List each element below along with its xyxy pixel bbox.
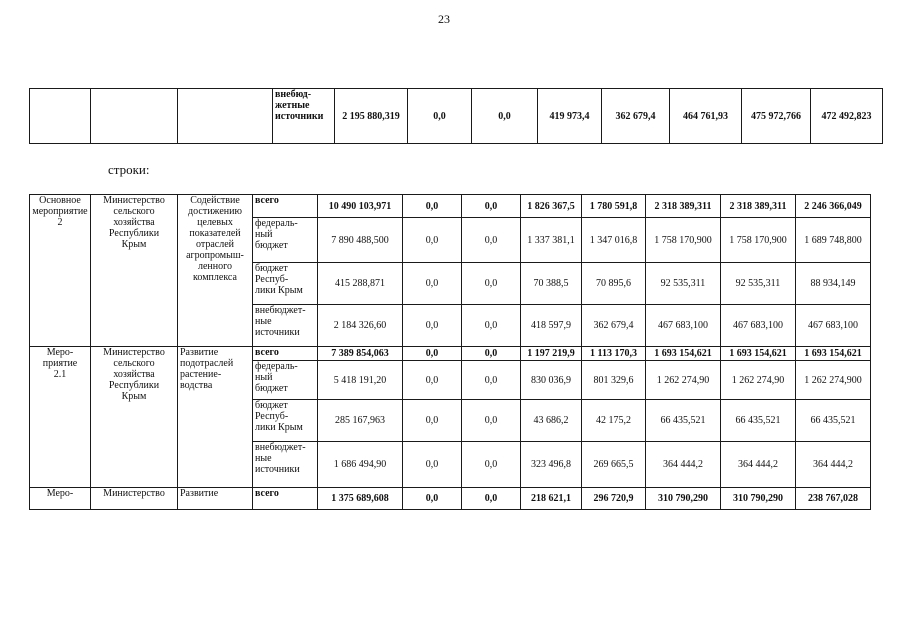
value-cell: 475 972,766 <box>742 89 811 144</box>
value-cell: 66 435,521 <box>721 400 796 442</box>
description-cell: Развитие подотраслей растение- водства <box>178 347 253 488</box>
measure-name-cell: Меро- <box>30 488 91 510</box>
value-cell: 467 683,100 <box>796 305 871 347</box>
value-cell: 0,0 <box>403 442 462 488</box>
value-cell: 1 693 154,621 <box>646 347 721 361</box>
value-cell: 364 444,2 <box>721 442 796 488</box>
value-cell: 269 665,5 <box>582 442 646 488</box>
source-cell: федераль- ный бюджет <box>253 361 318 400</box>
value-cell: 1 826 367,5 <box>521 195 582 218</box>
value-cell: 0,0 <box>403 218 462 263</box>
measure-name-cell: Меро- приятие 2.1 <box>30 347 91 488</box>
value-cell: 364 444,2 <box>646 442 721 488</box>
value-cell: 10 490 103,971 <box>318 195 403 218</box>
value-cell: 7 890 488,500 <box>318 218 403 263</box>
value-cell: 70 388,5 <box>521 263 582 305</box>
value-cell: 0,0 <box>403 400 462 442</box>
table-cell <box>91 89 178 144</box>
table-row <box>30 89 883 144</box>
value-cell: 66 435,521 <box>796 400 871 442</box>
page-number: 23 <box>438 12 450 26</box>
table-row <box>30 488 871 510</box>
value-cell: 1 262 274,90 <box>721 361 796 400</box>
value-cell: 830 036,9 <box>521 361 582 400</box>
value-cell: 238 767,028 <box>796 488 871 510</box>
value-cell: 0,0 <box>403 361 462 400</box>
value-cell: 2 318 389,311 <box>721 195 796 218</box>
value-cell: 1 197 219,9 <box>521 347 582 361</box>
source-cell: бюджет Респуб- лики Крым <box>253 400 318 442</box>
value-cell: 1 689 748,800 <box>796 218 871 263</box>
value-cell: 1 347 016,8 <box>582 218 646 263</box>
executor-cell: Министерство сельского хозяйства Республики Крым <box>91 347 178 488</box>
value-cell: 464 761,93 <box>670 89 742 144</box>
source-cell: всего <box>253 488 318 510</box>
source-cell: внебюд- жетные источники <box>273 89 335 144</box>
value-cell: 1 337 381,1 <box>521 218 582 263</box>
value-cell: 1 262 274,900 <box>796 361 871 400</box>
value-cell: 323 496,8 <box>521 442 582 488</box>
value-cell: 0,0 <box>462 195 521 218</box>
executor-cell: Министерство сельского хозяйства Республики Крым <box>91 195 178 347</box>
value-cell: 1 693 154,621 <box>796 347 871 361</box>
value-cell: 43 686,2 <box>521 400 582 442</box>
value-cell: 0,0 <box>403 195 462 218</box>
value-cell: 92 535,311 <box>646 263 721 305</box>
value-cell: 2 318 389,311 <box>646 195 721 218</box>
value-cell: 1 113 170,3 <box>582 347 646 361</box>
value-cell: 364 444,2 <box>796 442 871 488</box>
value-cell: 0,0 <box>462 400 521 442</box>
value-cell: 285 167,963 <box>318 400 403 442</box>
value-cell: 0,0 <box>462 361 521 400</box>
description-cell: Содействие достижению целевых показателей отраслей агропромыш- ленного комплекса <box>178 195 253 347</box>
value-cell: 415 288,871 <box>318 263 403 305</box>
value-cell: 1 262 274,90 <box>646 361 721 400</box>
value-cell: 5 418 191,20 <box>318 361 403 400</box>
value-cell: 1 375 689,608 <box>318 488 403 510</box>
value-cell: 42 175,2 <box>582 400 646 442</box>
source-cell: внебюджет- ные источники <box>253 305 318 347</box>
value-cell: 2 195 880,319 <box>335 89 408 144</box>
value-cell: 66 435,521 <box>646 400 721 442</box>
value-cell: 70 895,6 <box>582 263 646 305</box>
value-cell: 0,0 <box>408 89 472 144</box>
value-cell: 7 389 854,063 <box>318 347 403 361</box>
value-cell: 419 973,4 <box>538 89 602 144</box>
caption: строки: <box>108 162 150 177</box>
value-cell: 0,0 <box>462 218 521 263</box>
source-cell: всего <box>253 347 318 361</box>
table-cell <box>178 89 273 144</box>
value-cell: 0,0 <box>472 89 538 144</box>
measure-name-cell: Основное мероприятие 2 <box>30 195 91 347</box>
value-cell: 801 329,6 <box>582 361 646 400</box>
value-cell: 0,0 <box>403 263 462 305</box>
table-row <box>30 347 871 361</box>
value-cell: 362 679,4 <box>582 305 646 347</box>
value-cell: 2 184 326,60 <box>318 305 403 347</box>
executor-cell: Министерство <box>91 488 178 510</box>
source-cell: федераль- ный бюджет <box>253 218 318 263</box>
value-cell: 218 621,1 <box>521 488 582 510</box>
value-cell: 1 686 494,90 <box>318 442 403 488</box>
value-cell: 362 679,4 <box>602 89 670 144</box>
description-cell: Развитие <box>178 488 253 510</box>
value-cell: 0,0 <box>462 263 521 305</box>
value-cell: 2 246 366,049 <box>796 195 871 218</box>
value-cell: 467 683,100 <box>646 305 721 347</box>
value-cell: 92 535,311 <box>721 263 796 305</box>
value-cell: 0,0 <box>403 305 462 347</box>
source-cell: внебюджет- ные источники <box>253 442 318 488</box>
value-cell: 0,0 <box>403 347 462 361</box>
value-cell: 1 758 170,900 <box>721 218 796 263</box>
value-cell: 418 597,9 <box>521 305 582 347</box>
value-cell: 1 758 170,900 <box>646 218 721 263</box>
value-cell: 0,0 <box>462 347 521 361</box>
table-row <box>30 195 871 218</box>
continuation-table <box>29 88 883 144</box>
value-cell: 0,0 <box>462 305 521 347</box>
value-cell: 296 720,9 <box>582 488 646 510</box>
value-cell: 0,0 <box>462 442 521 488</box>
value-cell: 0,0 <box>462 488 521 510</box>
budget-table <box>29 194 871 510</box>
value-cell: 88 934,149 <box>796 263 871 305</box>
value-cell: 1 693 154,621 <box>721 347 796 361</box>
table-cell <box>30 89 91 144</box>
source-cell: всего <box>253 195 318 218</box>
value-cell: 0,0 <box>403 488 462 510</box>
value-cell: 472 492,823 <box>811 89 883 144</box>
value-cell: 310 790,290 <box>721 488 796 510</box>
source-cell: бюджет Респуб- лики Крым <box>253 263 318 305</box>
value-cell: 1 780 591,8 <box>582 195 646 218</box>
value-cell: 467 683,100 <box>721 305 796 347</box>
value-cell: 310 790,290 <box>646 488 721 510</box>
